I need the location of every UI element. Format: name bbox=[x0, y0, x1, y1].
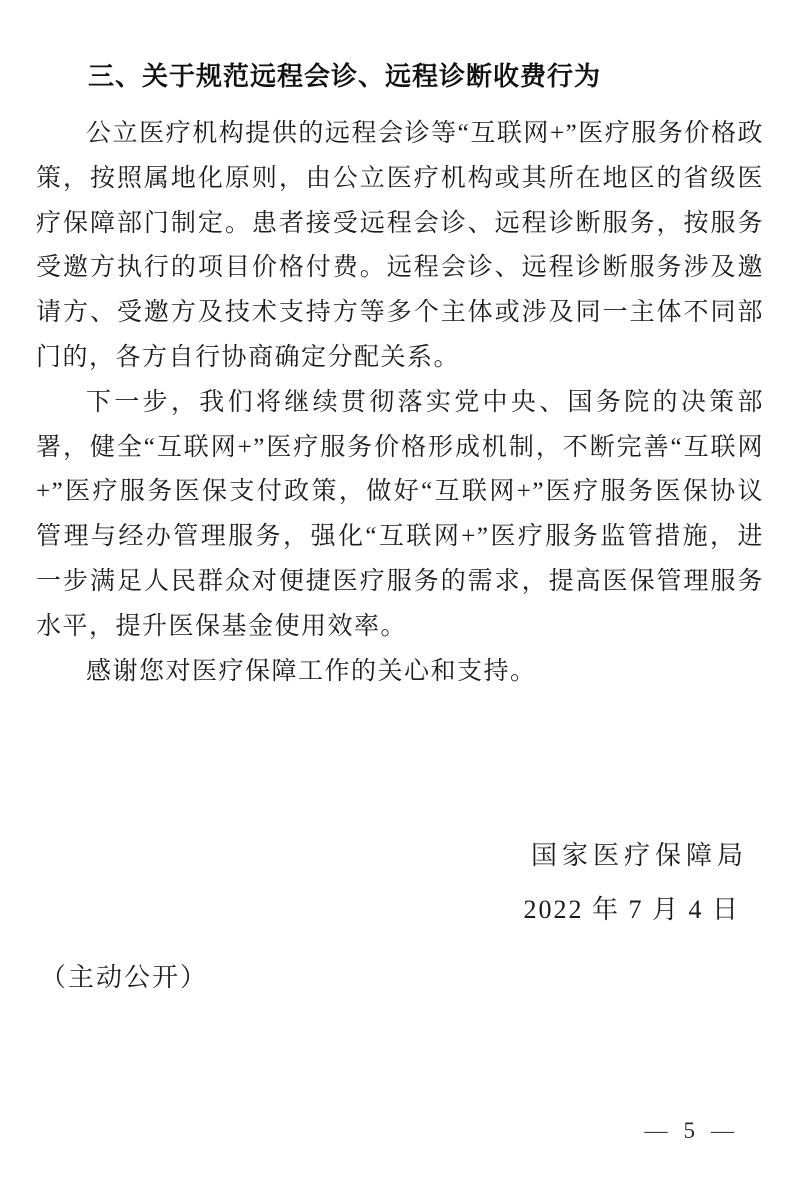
document-body bbox=[36, 112, 764, 694]
issuing-authority: 国家医疗保障局 bbox=[530, 841, 748, 871]
paragraph-thanks: 感谢您对医疗保障工作的关心和支持。 bbox=[86, 657, 537, 685]
signature-block bbox=[36, 834, 764, 932]
paragraph-pricing-policy: 公立医疗机构提供的远程会诊等“互联网+”医疗服务价格政策，按照属地化原则，由公立医疗机构或其所在地区的省级医疗保障部门制定。患者接受远程会诊、远程诊断服务，按服务受邀方执行的项目价格付费。远程会诊、远程诊断服务涉及邀请方、受邀方及技术支持方等多个主体或涉及同一主体不同部门的，各方自行协商确定分配关系。 bbox=[36, 120, 764, 371]
page-number-right-dash: — bbox=[711, 1118, 736, 1143]
disclosure-note: （主动公开） bbox=[40, 963, 209, 993]
issue-date: 2022 年 7 月 4 日 bbox=[523, 895, 740, 925]
document-content bbox=[0, 52, 800, 1000]
section-heading: 三、关于规范远程会诊、远程诊断收费行为 bbox=[88, 61, 602, 91]
page-number-value: 5 bbox=[683, 1118, 697, 1143]
page-number-left-dash: — bbox=[644, 1118, 670, 1143]
page-number bbox=[614, 1092, 737, 1170]
paragraph-next-steps: 下一步，我们将继续贯彻落实党中央、国务院的决策部署，健全“互联网+”医疗服务价格形成机制，不断完善“互联网+”医疗服务医保支付政策，做好“互联网+”医疗服务医保协议管理与经办管理服务，强化“互联网+”医疗服务监管措施，进一步满足人民群众对便捷医疗服务的需求，提高医保管理服务水平，提升医保基金使用效率。 bbox=[36, 388, 764, 640]
